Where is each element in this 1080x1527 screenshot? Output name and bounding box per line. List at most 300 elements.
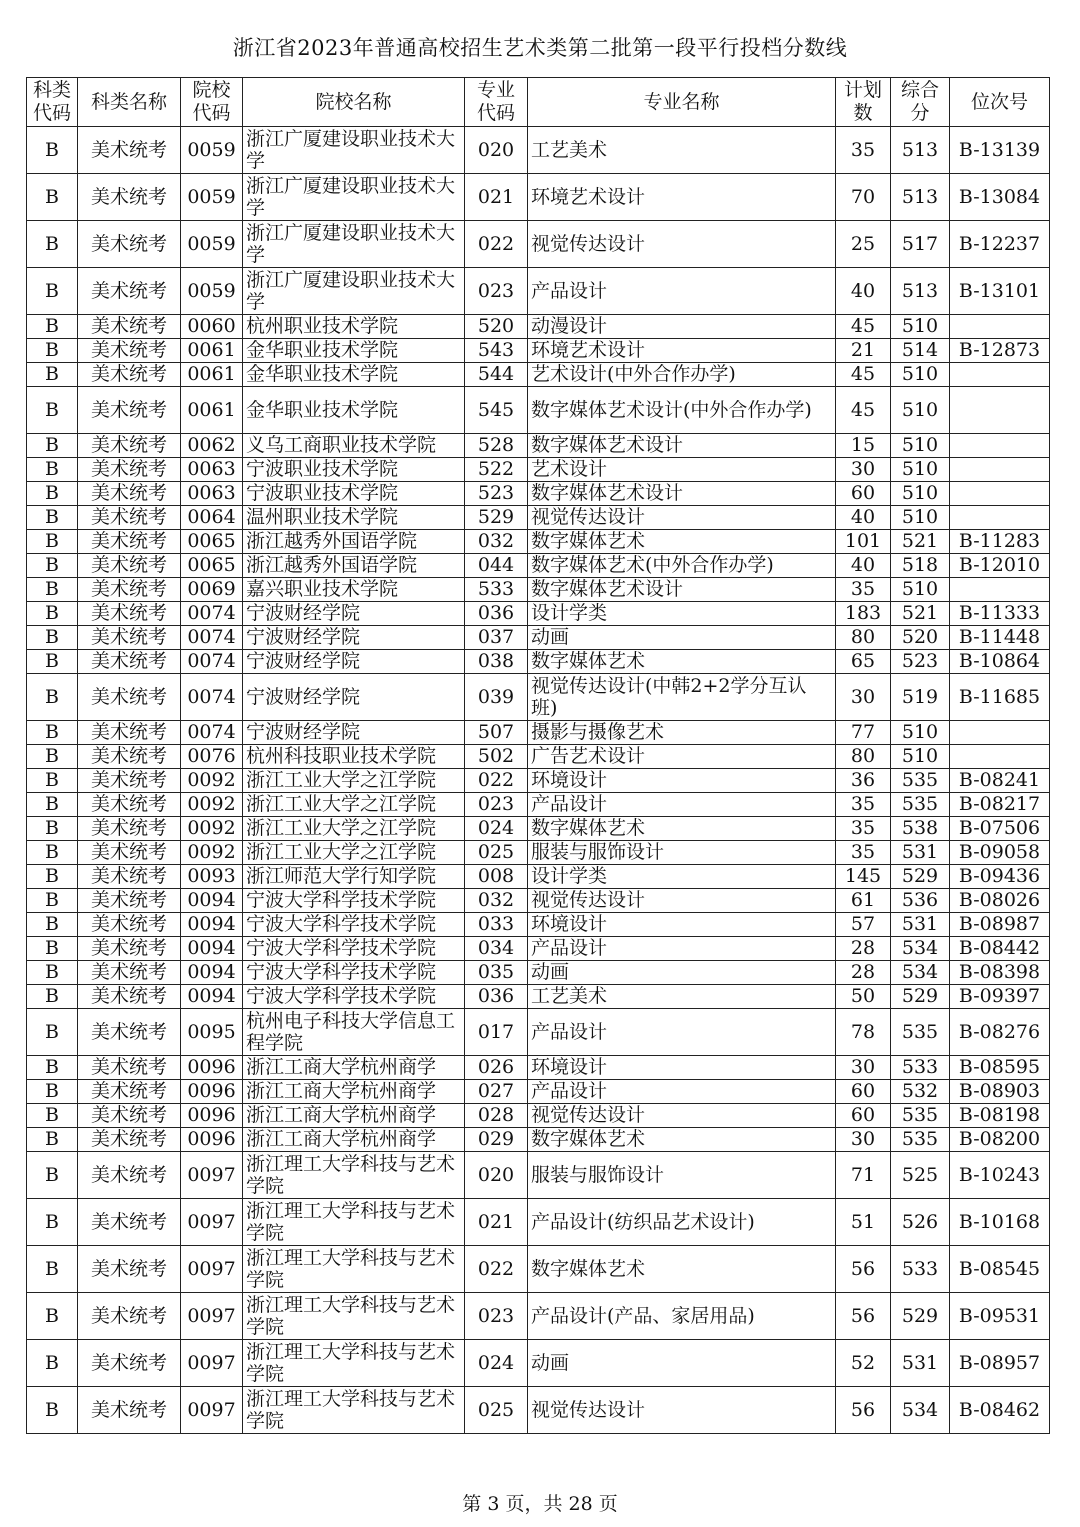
cell-rank — [950, 482, 1050, 506]
table-row — [27, 1340, 1050, 1387]
cell-cat-code: B — [27, 127, 78, 174]
cell-school-code: 0061 — [181, 363, 243, 387]
cell-score: 514 — [891, 339, 950, 363]
table-row — [27, 841, 1050, 865]
cell-major-code: 528 — [465, 434, 528, 458]
cell-cat-code: B — [27, 458, 78, 482]
cell-plan: 56 — [836, 1246, 891, 1293]
cell-school-name: 宁波大学科学技术学院 — [243, 961, 465, 985]
cell-cat-name: 美术统考 — [78, 1080, 181, 1104]
cell-school-code: 0060 — [181, 315, 243, 339]
cell-rank: B-11283 — [950, 530, 1050, 554]
cell-score: 526 — [891, 1199, 950, 1246]
cell-rank: B-09531 — [950, 1293, 1050, 1340]
cell-cat-name: 美术统考 — [78, 387, 181, 434]
cell-major-code: 029 — [465, 1128, 528, 1152]
table-row — [27, 674, 1050, 721]
cell-major-code: 025 — [465, 1387, 528, 1434]
cell-cat-code: B — [27, 913, 78, 937]
header-major-name: 专业名称 — [528, 78, 836, 127]
cell-plan: 35 — [836, 793, 891, 817]
cell-cat-name: 美术统考 — [78, 1387, 181, 1434]
cell-school-code: 0097 — [181, 1246, 243, 1293]
cell-cat-name: 美术统考 — [78, 578, 181, 602]
cell-school-code: 0096 — [181, 1104, 243, 1128]
cell-cat-name: 美术统考 — [78, 626, 181, 650]
header-school-name: 院校名称 — [243, 78, 465, 127]
cell-plan: 101 — [836, 530, 891, 554]
cell-cat-name: 美术统考 — [78, 793, 181, 817]
cell-school-name: 宁波财经学院 — [243, 650, 465, 674]
table-row — [27, 434, 1050, 458]
cell-cat-code: B — [27, 817, 78, 841]
table-body — [27, 127, 1050, 1434]
cell-major-name: 数字媒体艺术设计 — [528, 434, 836, 458]
cell-plan: 28 — [836, 937, 891, 961]
cell-major-name: 产品设计(纺织品艺术设计) — [528, 1199, 836, 1246]
cell-major-code: 023 — [465, 1293, 528, 1340]
cell-plan: 40 — [836, 268, 891, 315]
cell-plan: 30 — [836, 1128, 891, 1152]
cell-major-name: 设计学类 — [528, 602, 836, 626]
cell-cat-code: B — [27, 1104, 78, 1128]
cell-school-name: 浙江广厦建设职业技术大学 — [243, 174, 465, 221]
cell-cat-code: B — [27, 174, 78, 221]
table-row — [27, 339, 1050, 363]
cell-school-name: 浙江理工大学科技与艺术学院 — [243, 1152, 465, 1199]
cell-cat-name: 美术统考 — [78, 913, 181, 937]
cell-plan: 56 — [836, 1293, 891, 1340]
cell-rank: B-08903 — [950, 1080, 1050, 1104]
cell-school-name: 杭州科技职业技术学院 — [243, 745, 465, 769]
cell-score: 518 — [891, 554, 950, 578]
cell-score: 521 — [891, 530, 950, 554]
cell-plan: 45 — [836, 387, 891, 434]
cell-school-name: 义乌工商职业技术学院 — [243, 434, 465, 458]
table-row — [27, 387, 1050, 434]
cell-plan: 35 — [836, 841, 891, 865]
cell-major-code: 529 — [465, 506, 528, 530]
cell-school-code: 0069 — [181, 578, 243, 602]
cell-plan: 35 — [836, 127, 891, 174]
cell-cat-name: 美术统考 — [78, 961, 181, 985]
cell-cat-code: B — [27, 985, 78, 1009]
cell-plan: 60 — [836, 1104, 891, 1128]
cell-cat-name: 美术统考 — [78, 674, 181, 721]
cell-school-code: 0093 — [181, 865, 243, 889]
cell-school-code: 0092 — [181, 769, 243, 793]
table-row — [27, 482, 1050, 506]
cell-school-code: 0059 — [181, 127, 243, 174]
cell-rank: B-13084 — [950, 174, 1050, 221]
table-row — [27, 913, 1050, 937]
cell-cat-name: 美术统考 — [78, 1246, 181, 1293]
cell-major-name: 设计学类 — [528, 865, 836, 889]
cell-score: 510 — [891, 745, 950, 769]
cell-school-name: 浙江工商大学杭州商学 — [243, 1080, 465, 1104]
cell-cat-name: 美术统考 — [78, 363, 181, 387]
table-row — [27, 1387, 1050, 1434]
cell-cat-name: 美术统考 — [78, 554, 181, 578]
cell-school-name: 宁波财经学院 — [243, 602, 465, 626]
table-row — [27, 578, 1050, 602]
page-footer: 第 3 页，共 28 页 — [462, 1493, 618, 1515]
cell-major-name: 服装与服饰设计 — [528, 841, 836, 865]
cell-plan: 145 — [836, 865, 891, 889]
cell-cat-code: B — [27, 841, 78, 865]
cell-cat-name: 美术统考 — [78, 937, 181, 961]
cell-rank: B-08217 — [950, 793, 1050, 817]
cell-plan: 50 — [836, 985, 891, 1009]
header-plan: 计划数 — [836, 78, 891, 127]
cell-score: 535 — [891, 793, 950, 817]
cell-major-name: 工艺美术 — [528, 985, 836, 1009]
cell-school-name: 温州职业技术学院 — [243, 506, 465, 530]
cell-score: 533 — [891, 1246, 950, 1293]
table-header-row — [27, 78, 1050, 127]
cell-major-name: 服装与服饰设计 — [528, 1152, 836, 1199]
cell-score: 520 — [891, 626, 950, 650]
table-row — [27, 1199, 1050, 1246]
table-row — [27, 1246, 1050, 1293]
cell-school-name: 浙江工商大学杭州商学 — [243, 1056, 465, 1080]
cell-major-code: 023 — [465, 268, 528, 315]
cell-school-code: 0059 — [181, 221, 243, 268]
cell-school-code: 0097 — [181, 1293, 243, 1340]
cell-school-name: 浙江理工大学科技与艺术学院 — [243, 1199, 465, 1246]
cell-cat-code: B — [27, 961, 78, 985]
cell-school-code: 0065 — [181, 554, 243, 578]
cell-score: 510 — [891, 506, 950, 530]
cell-school-code: 0074 — [181, 602, 243, 626]
cell-school-name: 宁波职业技术学院 — [243, 458, 465, 482]
cell-cat-name: 美术统考 — [78, 1009, 181, 1056]
cell-score: 510 — [891, 387, 950, 434]
cell-score: 535 — [891, 769, 950, 793]
cell-school-code: 0094 — [181, 889, 243, 913]
cell-rank — [950, 434, 1050, 458]
cell-major-code: 022 — [465, 1246, 528, 1293]
cell-school-name: 宁波大学科学技术学院 — [243, 889, 465, 913]
cell-school-code: 0094 — [181, 985, 243, 1009]
cell-school-code: 0094 — [181, 937, 243, 961]
cell-score: 513 — [891, 268, 950, 315]
cell-score: 532 — [891, 1080, 950, 1104]
cell-plan: 25 — [836, 221, 891, 268]
cell-major-code: 024 — [465, 1340, 528, 1387]
cell-school-name: 浙江越秀外国语学院 — [243, 554, 465, 578]
cell-rank: B-08442 — [950, 937, 1050, 961]
cell-school-code: 0097 — [181, 1387, 243, 1434]
table-row — [27, 1009, 1050, 1056]
cell-cat-name: 美术统考 — [78, 1293, 181, 1340]
cell-rank: B-12010 — [950, 554, 1050, 578]
cell-school-code: 0095 — [181, 1009, 243, 1056]
cell-major-code: 034 — [465, 937, 528, 961]
cell-score: 521 — [891, 602, 950, 626]
table-row — [27, 985, 1050, 1009]
cell-rank: B-13101 — [950, 268, 1050, 315]
cell-cat-code: B — [27, 889, 78, 913]
table-row — [27, 315, 1050, 339]
cell-score: 534 — [891, 961, 950, 985]
cell-cat-code: B — [27, 1128, 78, 1152]
cell-major-code: 545 — [465, 387, 528, 434]
table-row — [27, 793, 1050, 817]
cell-cat-name: 美术统考 — [78, 458, 181, 482]
table-row — [27, 268, 1050, 315]
cell-cat-code: B — [27, 1387, 78, 1434]
cell-score: 510 — [891, 315, 950, 339]
cell-rank: B-09397 — [950, 985, 1050, 1009]
cell-cat-name: 美术统考 — [78, 339, 181, 363]
header-cat-code: 科类代码 — [27, 78, 78, 127]
cell-major-code: 032 — [465, 889, 528, 913]
cell-school-name: 浙江越秀外国语学院 — [243, 530, 465, 554]
cell-cat-name: 美术统考 — [78, 650, 181, 674]
table-row — [27, 554, 1050, 578]
cell-major-code: 022 — [465, 769, 528, 793]
cell-school-name: 浙江工商大学杭州商学 — [243, 1128, 465, 1152]
cell-major-name: 视觉传达设计 — [528, 1104, 836, 1128]
cell-major-name: 环境设计 — [528, 769, 836, 793]
cell-major-code: 021 — [465, 174, 528, 221]
cell-score: 531 — [891, 841, 950, 865]
cell-major-code: 037 — [465, 626, 528, 650]
cell-rank: B-08241 — [950, 769, 1050, 793]
cell-rank: B-08398 — [950, 961, 1050, 985]
cell-school-code: 0062 — [181, 434, 243, 458]
cell-major-name: 工艺美术 — [528, 127, 836, 174]
cell-school-code: 0097 — [181, 1152, 243, 1199]
cell-cat-name: 美术统考 — [78, 841, 181, 865]
cell-major-code: 038 — [465, 650, 528, 674]
cell-school-code: 0074 — [181, 721, 243, 745]
cell-major-name: 动漫设计 — [528, 315, 836, 339]
cell-rank: B-09436 — [950, 865, 1050, 889]
cell-school-name: 金华职业技术学院 — [243, 363, 465, 387]
cell-cat-name: 美术统考 — [78, 1056, 181, 1080]
cell-major-code: 026 — [465, 1056, 528, 1080]
cell-school-code: 0092 — [181, 817, 243, 841]
cell-cat-name: 美术统考 — [78, 221, 181, 268]
cell-cat-name: 美术统考 — [78, 1199, 181, 1246]
cell-score: 533 — [891, 1056, 950, 1080]
cell-major-code: 502 — [465, 745, 528, 769]
cell-plan: 35 — [836, 578, 891, 602]
cell-score: 525 — [891, 1152, 950, 1199]
cell-score: 519 — [891, 674, 950, 721]
cell-school-code: 0092 — [181, 793, 243, 817]
cell-school-name: 杭州职业技术学院 — [243, 315, 465, 339]
cell-school-code: 0096 — [181, 1128, 243, 1152]
cell-plan: 21 — [836, 339, 891, 363]
cell-school-name: 浙江工业大学之江学院 — [243, 841, 465, 865]
cell-score: 510 — [891, 578, 950, 602]
cell-plan: 45 — [836, 315, 891, 339]
cell-cat-code: B — [27, 721, 78, 745]
cell-cat-name: 美术统考 — [78, 268, 181, 315]
cell-cat-code: B — [27, 221, 78, 268]
cell-score: 529 — [891, 865, 950, 889]
cell-rank: B-13139 — [950, 127, 1050, 174]
cell-cat-name: 美术统考 — [78, 1128, 181, 1152]
cell-plan: 77 — [836, 721, 891, 745]
cell-score: 510 — [891, 458, 950, 482]
cell-major-name: 环境设计 — [528, 1056, 836, 1080]
cell-rank — [950, 363, 1050, 387]
table-row — [27, 458, 1050, 482]
cell-school-code: 0059 — [181, 174, 243, 221]
cell-cat-code: B — [27, 387, 78, 434]
cell-school-code: 0074 — [181, 650, 243, 674]
cell-school-name: 嘉兴职业技术学院 — [243, 578, 465, 602]
cell-school-name: 宁波财经学院 — [243, 674, 465, 721]
header-rank: 位次号 — [950, 78, 1050, 127]
cell-plan: 78 — [836, 1009, 891, 1056]
cell-plan: 15 — [836, 434, 891, 458]
cell-major-name: 数字媒体艺术 — [528, 650, 836, 674]
cell-score: 523 — [891, 650, 950, 674]
cell-major-name: 视觉传达设计 — [528, 506, 836, 530]
table-row — [27, 1128, 1050, 1152]
cell-cat-code: B — [27, 1009, 78, 1056]
cell-plan: 60 — [836, 1080, 891, 1104]
cell-major-name: 动画 — [528, 626, 836, 650]
cell-plan: 70 — [836, 174, 891, 221]
cell-school-name: 浙江广厦建设职业技术大学 — [243, 268, 465, 315]
cell-school-name: 宁波大学科学技术学院 — [243, 985, 465, 1009]
cell-rank — [950, 315, 1050, 339]
table-row — [27, 530, 1050, 554]
cell-major-code: 036 — [465, 602, 528, 626]
cell-cat-code: B — [27, 363, 78, 387]
table-row — [27, 174, 1050, 221]
cell-score: 534 — [891, 937, 950, 961]
cell-school-code: 0097 — [181, 1340, 243, 1387]
cell-school-code: 0074 — [181, 674, 243, 721]
table-row — [27, 865, 1050, 889]
cell-cat-name: 美术统考 — [78, 482, 181, 506]
cell-plan: 52 — [836, 1340, 891, 1387]
cell-cat-name: 美术统考 — [78, 434, 181, 458]
cell-major-name: 数字媒体艺术 — [528, 817, 836, 841]
cell-cat-name: 美术统考 — [78, 530, 181, 554]
cell-plan: 61 — [836, 889, 891, 913]
cell-plan: 40 — [836, 506, 891, 530]
cell-score: 529 — [891, 985, 950, 1009]
header-cat-name: 科类名称 — [78, 78, 181, 127]
cell-cat-code: B — [27, 865, 78, 889]
cell-school-name: 浙江广厦建设职业技术大学 — [243, 221, 465, 268]
cell-cat-name: 美术统考 — [78, 127, 181, 174]
cell-school-code: 0063 — [181, 482, 243, 506]
cell-major-code: 033 — [465, 913, 528, 937]
cell-cat-name: 美术统考 — [78, 985, 181, 1009]
cell-major-name: 数字媒体艺术 — [528, 1246, 836, 1293]
cell-rank: B-08200 — [950, 1128, 1050, 1152]
cell-rank: B-11333 — [950, 602, 1050, 626]
cell-score: 538 — [891, 817, 950, 841]
cell-plan: 45 — [836, 363, 891, 387]
cell-school-name: 浙江理工大学科技与艺术学院 — [243, 1387, 465, 1434]
cell-rank — [950, 745, 1050, 769]
cell-major-code: 032 — [465, 530, 528, 554]
cell-cat-name: 美术统考 — [78, 865, 181, 889]
cell-major-name: 环境艺术设计 — [528, 339, 836, 363]
cell-major-code: 020 — [465, 127, 528, 174]
cell-major-code: 523 — [465, 482, 528, 506]
cell-cat-name: 美术统考 — [78, 315, 181, 339]
cell-rank: B-11685 — [950, 674, 1050, 721]
table-row — [27, 1056, 1050, 1080]
cell-plan: 60 — [836, 482, 891, 506]
cell-major-code: 044 — [465, 554, 528, 578]
cell-rank: B-08276 — [950, 1009, 1050, 1056]
cell-cat-code: B — [27, 793, 78, 817]
header-school-code: 院校代码 — [181, 78, 243, 127]
page-title: 浙江省2023年普通高校招生艺术类第二批第一段平行投档分数线 — [232, 36, 848, 60]
cell-rank: B-08595 — [950, 1056, 1050, 1080]
cell-school-code: 0096 — [181, 1080, 243, 1104]
cell-major-name: 产品设计 — [528, 1080, 836, 1104]
table-row — [27, 1293, 1050, 1340]
cell-cat-name: 美术统考 — [78, 817, 181, 841]
cell-school-name: 浙江工业大学之江学院 — [243, 769, 465, 793]
cell-major-name: 环境艺术设计 — [528, 174, 836, 221]
cell-major-name: 数字媒体艺术设计 — [528, 482, 836, 506]
cell-score: 534 — [891, 1387, 950, 1434]
cell-score: 535 — [891, 1104, 950, 1128]
table-row — [27, 1104, 1050, 1128]
table-row — [27, 889, 1050, 913]
cell-school-name: 金华职业技术学院 — [243, 339, 465, 363]
cell-school-code: 0094 — [181, 961, 243, 985]
cell-rank — [950, 578, 1050, 602]
cell-cat-code: B — [27, 626, 78, 650]
cell-school-name: 宁波职业技术学院 — [243, 482, 465, 506]
cell-major-code: 520 — [465, 315, 528, 339]
cell-school-name: 浙江工业大学之江学院 — [243, 817, 465, 841]
table-row — [27, 769, 1050, 793]
table-row — [27, 506, 1050, 530]
cell-school-name: 浙江理工大学科技与艺术学院 — [243, 1340, 465, 1387]
cell-plan: 51 — [836, 1199, 891, 1246]
cell-rank: B-10243 — [950, 1152, 1050, 1199]
cell-cat-name: 美术统考 — [78, 1152, 181, 1199]
cell-school-name: 宁波大学科学技术学院 — [243, 913, 465, 937]
cell-school-code: 0092 — [181, 841, 243, 865]
cell-cat-code: B — [27, 769, 78, 793]
table-row — [27, 221, 1050, 268]
cell-plan: 56 — [836, 1387, 891, 1434]
cell-major-name: 视觉传达设计(中韩2+2学分互认班) — [528, 674, 836, 721]
cell-cat-code: B — [27, 1080, 78, 1104]
cell-score: 536 — [891, 889, 950, 913]
cell-major-name: 产品设计 — [528, 937, 836, 961]
cell-cat-name: 美术统考 — [78, 745, 181, 769]
cell-major-code: 028 — [465, 1104, 528, 1128]
admission-score-table — [26, 77, 1050, 1434]
cell-school-name: 浙江工业大学之江学院 — [243, 793, 465, 817]
cell-major-code: 017 — [465, 1009, 528, 1056]
cell-school-code: 0096 — [181, 1056, 243, 1080]
cell-major-name: 产品设计(产品、家居用品) — [528, 1293, 836, 1340]
cell-cat-code: B — [27, 1056, 78, 1080]
cell-major-name: 产品设计 — [528, 268, 836, 315]
cell-school-name: 宁波大学科学技术学院 — [243, 937, 465, 961]
cell-major-name: 产品设计 — [528, 793, 836, 817]
